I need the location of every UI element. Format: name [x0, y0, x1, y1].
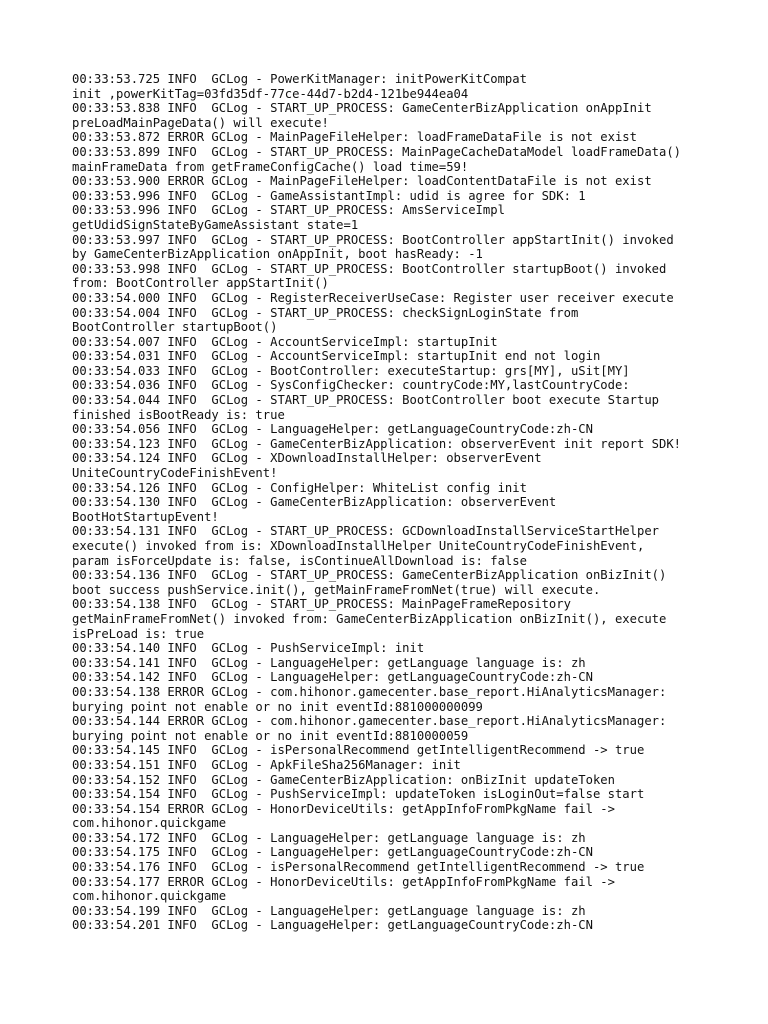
log-line: 00:33:54.145 INFO GCLog - isPersonalRecommend getIntelligentRecommend -> true	[72, 743, 645, 758]
log-line: 00:33:54.154 INFO GCLog - PushServiceImpl: updateToken isLoginOut=false start	[72, 787, 645, 802]
log-line: 00:33:54.036 INFO GCLog - SysConfigChecker: countryCode:MY,lastCountryCode:	[72, 378, 630, 393]
log-line: BootHotStartupEvent!	[72, 509, 219, 524]
log-line: 00:33:54.142 INFO GCLog - LanguageHelper: getLanguageCountryCode:zh-CN	[72, 670, 593, 685]
log-line: by GameCenterBizApplication onAppInit, boot hasReady: -1	[72, 247, 483, 262]
log-line: init ,powerKitTag=03fd35df-77ce-44d7-b2d4-121be944ea04	[72, 86, 469, 101]
log-line: 00:33:53.996 INFO GCLog - GameAssistantImpl: udid is agree for SDK: 1	[72, 188, 586, 203]
log-text-block	[72, 72, 712, 933]
log-line: 00:33:54.138 INFO GCLog - START_UP_PROCESS: MainPageFrameRepository	[72, 597, 571, 612]
log-line: 00:33:54.056 INFO GCLog - LanguageHelper: getLanguageCountryCode:zh-CN	[72, 422, 593, 437]
log-line: getUdidSignStateByGameAssistant state=1	[72, 217, 359, 232]
log-line: burying point not enable or no init eventId:8810000059	[72, 728, 469, 743]
log-line: finished isBootReady is: true	[72, 407, 285, 422]
log-line: 00:33:54.131 INFO GCLog - START_UP_PROCESS: GCDownloadInstallServiceStartHelper	[72, 524, 659, 539]
log-line: 00:33:54.177 ERROR GCLog - HonorDeviceUtils: getAppInfoFromPkgName fail ->	[72, 874, 615, 889]
log-line: 00:33:54.201 INFO GCLog - LanguageHelper: getLanguageCountryCode:zh-CN	[72, 918, 593, 933]
log-line: 00:33:54.175 INFO GCLog - LanguageHelper: getLanguageCountryCode:zh-CN	[72, 845, 593, 860]
log-line: isPreLoad is: true	[72, 626, 205, 641]
log-line: 00:33:54.126 INFO GCLog - ConfigHelper: WhiteList config init	[72, 480, 527, 495]
log-line: 00:33:53.900 ERROR GCLog - MainPageFileHelper: loadContentDataFile is not exist	[72, 174, 652, 189]
log-line: from: BootController appStartInit()	[72, 276, 329, 291]
log-line: 00:33:53.838 INFO GCLog - START_UP_PROCESS: GameCenterBizApplication onAppInit	[72, 101, 652, 116]
log-line: 00:33:54.141 INFO GCLog - LanguageHelper: getLanguage language is: zh	[72, 655, 586, 670]
log-line: 00:33:54.044 INFO GCLog - START_UP_PROCESS: BootController boot execute Startup	[72, 393, 659, 408]
log-line: mainFrameData from getFrameConfigCache() load time=59!	[72, 159, 469, 174]
log-line: 00:33:54.000 INFO GCLog - RegisterReceiverUseCase: Register user receiver execute	[72, 290, 674, 305]
log-line: com.hihonor.quickgame	[72, 889, 227, 904]
log-line: 00:33:53.998 INFO GCLog - START_UP_PROCESS: BootController startupBoot() invoked	[72, 261, 667, 276]
log-line: execute() invoked from is: XDownloadInstallHelper UniteCountryCodeFinishEvent,	[72, 539, 645, 553]
log-line: 00:33:54.136 INFO GCLog - START_UP_PROCESS: GameCenterBizApplication onBizInit()	[72, 568, 667, 583]
log-line: 00:33:54.031 INFO GCLog - AccountServiceImpl: startupInit end not login	[72, 349, 601, 364]
log-line: 00:33:53.996 INFO GCLog - START_UP_PROCESS: AmsServiceImpl	[72, 203, 505, 218]
log-line: 00:33:54.130 INFO GCLog - GameCenterBizApplication: observerEvent	[72, 495, 557, 510]
log-line: getMainFrameFromNet() invoked from: GameCenterBizApplication onBizInit(), execute	[72, 611, 667, 626]
log-line: com.hihonor.quickgame	[72, 816, 227, 831]
log-line: 00:33:54.124 INFO GCLog - XDownloadInstallHelper: observerEvent	[72, 451, 542, 466]
log-line: param isForceUpdate is: false, isContinueAllDownload is: false	[72, 553, 527, 568]
log-line: 00:33:54.004 INFO GCLog - START_UP_PROCESS: checkSignLoginState from	[72, 305, 579, 320]
log-line: 00:33:54.123 INFO GCLog - GameCenterBizApplication: observerEvent init report SDK!	[72, 436, 682, 451]
log-line: UniteCountryCodeFinishEvent!	[72, 466, 278, 481]
log-line: 00:33:54.033 INFO GCLog - BootController: executeStartup: grs[MY], uSit[MY]	[72, 363, 630, 378]
log-line: 00:33:53.725 INFO GCLog - PowerKitManager: initPowerKitCompat	[72, 72, 527, 86]
log-line: boot success pushService.init(), getMainFrameFromNet(true) will execute.	[72, 582, 601, 597]
log-line: 00:33:54.199 INFO GCLog - LanguageHelper: getLanguage language is: zh	[72, 903, 586, 918]
log-line: 00:33:54.154 ERROR GCLog - HonorDeviceUtils: getAppInfoFromPkgName fail ->	[72, 801, 615, 816]
log-line: 00:33:54.152 INFO GCLog - GameCenterBizApplication: onBizInit updateToken	[72, 772, 615, 787]
log-line: 00:33:54.176 INFO GCLog - isPersonalRecommend getIntelligentRecommend -> true	[72, 860, 645, 875]
log-line: 00:33:54.172 INFO GCLog - LanguageHelper: getLanguage language is: zh	[72, 830, 586, 845]
log-line: burying point not enable or no init eventId:881000000099	[72, 699, 483, 714]
log-line: 00:33:53.997 INFO GCLog - START_UP_PROCESS: BootController appStartInit() invoked	[72, 232, 674, 247]
log-line: preLoadMainPageData() will execute!	[72, 115, 329, 130]
log-line: 00:33:54.151 INFO GCLog - ApkFileSha256Manager: init	[72, 757, 461, 772]
log-line: 00:33:53.899 INFO GCLog - START_UP_PROCESS: MainPageCacheDataModel loadFrameData()	[72, 144, 682, 159]
log-line: BootController startupBoot()	[72, 320, 278, 335]
log-line: 00:33:54.144 ERROR GCLog - com.hihonor.gamecenter.base_report.HiAnalyticsManager:	[72, 714, 667, 729]
log-line: 00:33:53.872 ERROR GCLog - MainPageFileHelper: loadFrameDataFile is not exist	[72, 130, 637, 145]
log-line: 00:33:54.007 INFO GCLog - AccountServiceImpl: startupInit	[72, 334, 498, 349]
log-line: 00:33:54.138 ERROR GCLog - com.hihonor.gamecenter.base_report.HiAnalyticsManager:	[72, 684, 667, 699]
log-line: 00:33:54.140 INFO GCLog - PushServiceImpl: init	[72, 641, 425, 656]
